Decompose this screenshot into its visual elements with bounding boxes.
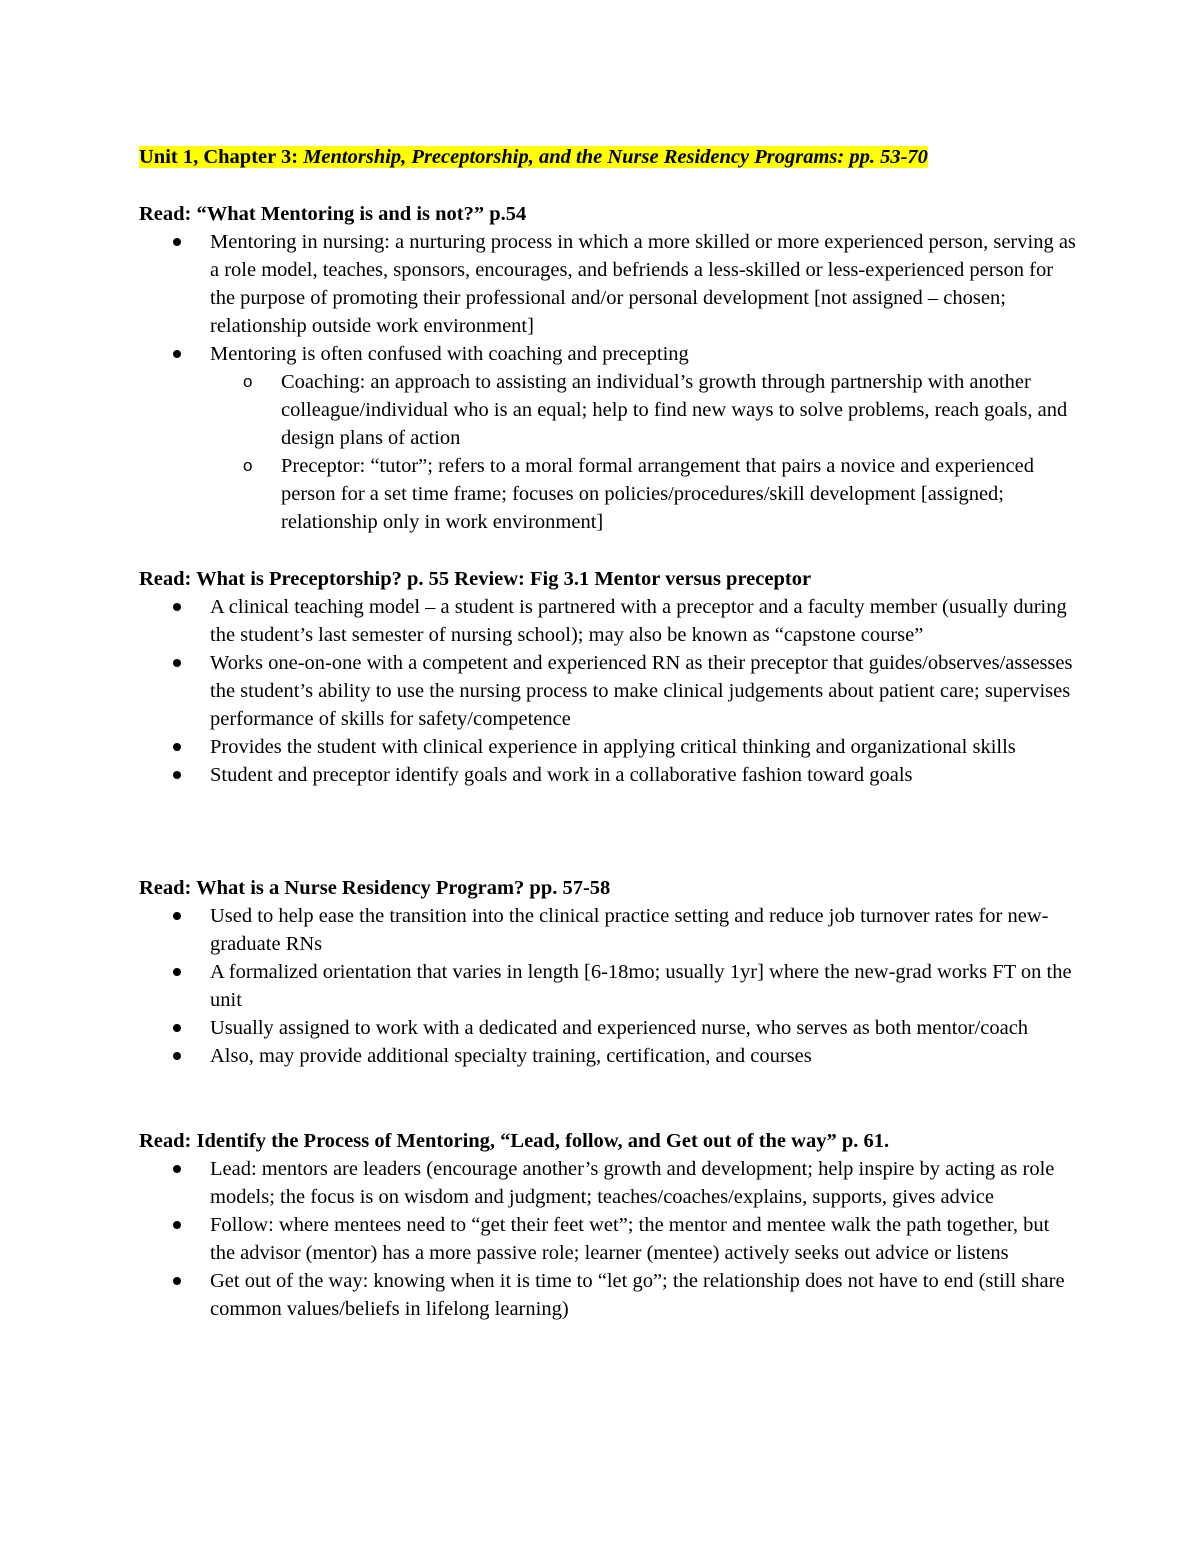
list-item xyxy=(139,902,1079,958)
sub-list xyxy=(210,368,1079,536)
list-item xyxy=(139,1014,1079,1042)
list-item-text: Student and preceptor identify goals and work in a collaborative fashion toward goals xyxy=(210,764,913,786)
list-item-text: A formalized orientation that varies in length [6-18mo; usually 1yr] where the new-grad works FT on the unit xyxy=(210,961,1072,1011)
list-item xyxy=(139,761,1079,789)
list-item xyxy=(139,958,1079,1014)
list-item-text: Lead: mentors are leaders (encourage another’s growth and development; help inspire by acting as role models; the focus is on wisdom and judgment; teaches/coaches/explains, supports, gives advice xyxy=(210,1158,1055,1208)
list-item-text: Usually assigned to work with a dedicated and experienced nurse, who serves as both mentor/coach xyxy=(210,1017,1029,1039)
list-item-text: Mentoring in nursing: a nurturing process in which a more skilled or more experienced person, serving as a role model, teaches, sponsors, encourages, and befriends a less-skilled or less-experienced person for the purpose of promoting their professional and/or personal development [not assigned – chosen; relationship outside work environment] xyxy=(210,231,1076,337)
list-item xyxy=(139,649,1079,733)
list-item-text: Mentoring is often confused with coaching and precepting xyxy=(210,343,689,365)
list-item xyxy=(139,733,1079,761)
list-item-text: A clinical teaching model – a student is partnered with a preceptor and a faculty member (usually during the student’s last semester of nursing school); may also be known as “capstone course” xyxy=(210,596,1067,646)
document-title xyxy=(139,143,928,171)
section-residency-program xyxy=(139,874,1079,1070)
section-process-of-mentoring xyxy=(139,1127,1079,1323)
list-item-text: Also, may provide additional specialty training, certification, and courses xyxy=(210,1045,812,1067)
sub-list-item-text: o Preceptor: “tutor”; refers to a moral formal arrangement that pairs a novice and experienced person for a set time frame; focuses on policies/procedures/skill development [assigned; relationship only in work environment] xyxy=(281,455,1035,533)
list-item xyxy=(139,593,1079,649)
bullet-list xyxy=(139,902,1079,1070)
section-mentoring xyxy=(139,200,1079,536)
section-heading: Read: What is a Nurse Residency Program? pp. 57-58 xyxy=(139,877,611,899)
list-item xyxy=(139,1211,1079,1267)
list-item-text: Provides the student with clinical experience in applying critical thinking and organizational skills xyxy=(210,736,1016,758)
section-preceptorship xyxy=(139,565,1079,789)
section-heading: Read: Identify the Process of Mentoring, “Lead, follow, and Get out of the way” p. 61. xyxy=(139,1130,890,1152)
list-item xyxy=(139,228,1079,340)
list-item xyxy=(139,1042,1079,1070)
list-item xyxy=(139,1155,1079,1211)
list-item-text: Follow: where mentees need to “get their feet wet”; the mentor and mentee walk the path together, but the advisor (mentor) has a more passive role; learner (mentee) actively seeks out advice or listens xyxy=(210,1214,1050,1264)
list-item-text: Get out of the way: knowing when it is time to “let go”; the relationship does not have to end (still share common values/beliefs in lifelong learning) xyxy=(210,1270,1065,1320)
sub-list-item xyxy=(210,452,1079,536)
title-highlight xyxy=(139,146,928,168)
list-item xyxy=(139,340,1079,536)
bullet-list xyxy=(139,1155,1079,1323)
sub-list-item-text: o Coaching: an approach to assisting an individual’s growth through partnership with another colleague/individual who is an equal; help to find new ways to solve problems, reach goals, and design plans of action xyxy=(281,371,1068,449)
bullet-list xyxy=(139,593,1079,789)
bullet-list xyxy=(139,228,1079,536)
section-heading: Read: What is Preceptorship? p. 55 Review: Fig 3.1 Mentor versus preceptor xyxy=(139,568,812,590)
list-item-text: Used to help ease the transition into the clinical practice setting and reduce job turnover rates for new-graduate RNs xyxy=(210,905,1049,955)
list-item xyxy=(139,1267,1079,1323)
title-emphasis: Mentorship, Preceptorship, and the Nurse Residency Programs: pp. 53-70 xyxy=(303,146,928,168)
title-prefix: Unit 1, Chapter 3: xyxy=(139,146,304,168)
section-heading: Read: “What Mentoring is and is not?” p.54 xyxy=(139,203,527,225)
list-item-text: Works one-on-one with a competent and experienced RN as their preceptor that guides/observes/assesses the student’s ability to use the nursing process to make clinical judgements about patient care; supervises performance of skills for safety/competence xyxy=(210,652,1073,730)
sub-list-item xyxy=(210,368,1079,452)
